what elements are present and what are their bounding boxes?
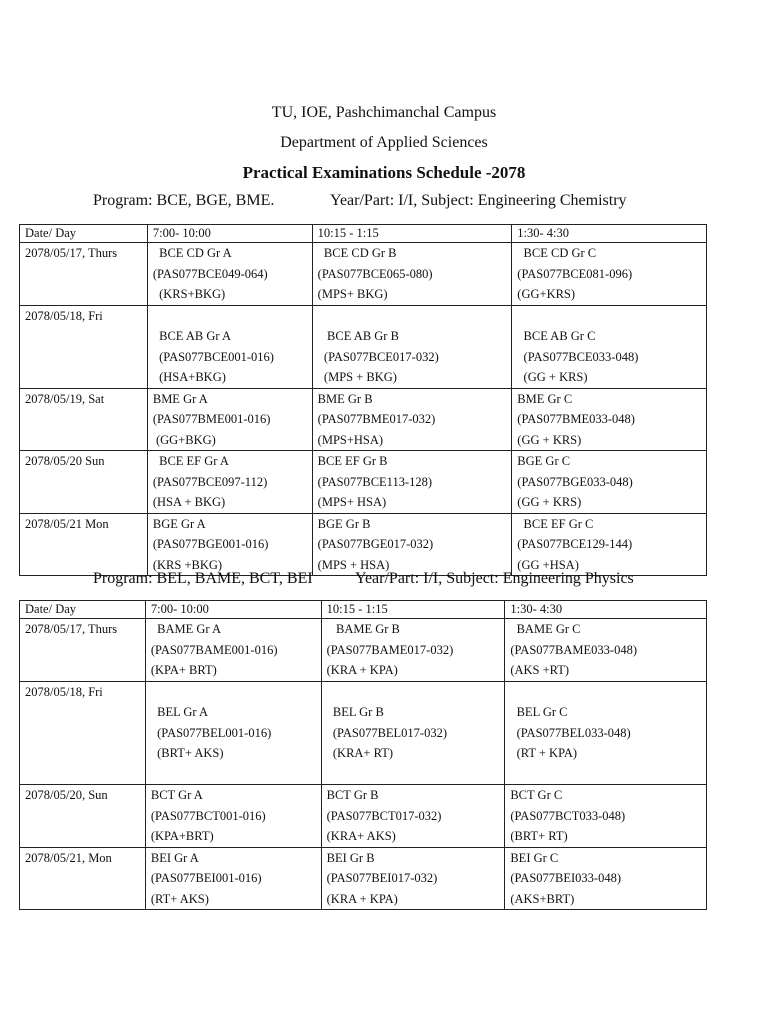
campus-heading: TU, IOE, Pashchimanchal Campus: [271, 104, 497, 121]
slot-line: (GG+BKG): [152, 432, 216, 447]
slot-cell: [321, 681, 505, 785]
slot-line: (KRA + KPA): [326, 891, 398, 906]
column-header: 10:15 - 1:15: [312, 225, 512, 243]
slot-line: (MPS + BKG): [317, 370, 397, 384]
date-label: 2078/05/17, Thurs: [25, 622, 118, 636]
slot-line: (GG +HSA): [517, 557, 579, 572]
slot-line: BME Gr C: [517, 391, 573, 406]
table-row: [20, 785, 707, 848]
slot-cell: [147, 388, 312, 451]
schedule-title: Practical Examinations Schedule -2078: [242, 163, 526, 182]
section2-program: Program: BEL, BAME, BCT, BEI: [93, 570, 313, 587]
slot-line: BCE CD Gr A: [152, 246, 232, 260]
slot-line: BEL Gr B: [326, 705, 384, 719]
slot-cell: [147, 513, 312, 576]
slot-line: (PAS077BEL001-016): [150, 725, 272, 740]
date-label: 2078/05/20, Sun: [25, 788, 108, 802]
slot-line: BCE AB Gr C: [517, 329, 596, 343]
slot-line: (PAS077BCE017-032): [317, 349, 439, 364]
slot-line: (PAS077BCE129-144): [517, 537, 633, 551]
slot-line: BEI Gr B: [326, 850, 375, 865]
slot-cell: [505, 785, 707, 848]
table-header-row: [20, 225, 707, 243]
slot-cell: [312, 451, 512, 514]
slot-line: BEI Gr C: [510, 850, 559, 865]
slot-cell: [312, 513, 512, 576]
slot-line: BME Gr B: [317, 391, 373, 406]
slot-line: BCE EF Gr A: [152, 454, 229, 468]
slot-line: BEL Gr A: [150, 705, 209, 719]
slot-line: (PAS077BAME017-032): [326, 642, 454, 657]
date-cell: [20, 451, 148, 514]
slot-line: BCT Gr B: [326, 788, 379, 802]
date-cell: [20, 619, 146, 682]
slot-cell: [312, 388, 512, 451]
slot-line: (PAS077BCE065-080): [317, 266, 433, 281]
slot-cell: [147, 451, 312, 514]
slot-line: (PAS077BCT017-032): [326, 808, 442, 823]
slot-line: [151, 682, 316, 703]
slot-line: (PAS077BCT033-048): [510, 808, 626, 823]
slot-line: BEL Gr C: [510, 705, 568, 719]
slot-line: (HSA + BKG): [152, 495, 226, 509]
column-header: 10:15 - 1:15: [321, 601, 505, 619]
slot-line: BCE EF Gr B: [317, 454, 388, 468]
slot-line: (PAS077BEI017-032): [326, 871, 438, 885]
slot-line: (MPS+ BKG): [317, 287, 388, 301]
slot-line: (RT+ AKS): [150, 891, 209, 906]
slot-cell: [505, 681, 707, 785]
slot-line: (AKS +RT): [510, 663, 570, 677]
date-cell: [20, 785, 146, 848]
date-cell: [20, 388, 148, 451]
slot-line: (PAS077BGE033-048): [517, 474, 633, 489]
date-cell: [20, 681, 146, 785]
column-header: 7:00- 10:00: [145, 601, 321, 619]
slot-line: [318, 306, 507, 327]
slot-cell: [512, 388, 707, 451]
slot-line: (KRS+BKG): [152, 287, 226, 301]
slot-cell: [321, 785, 505, 848]
table-row: [20, 847, 707, 910]
slot-line: BAME Gr A: [150, 622, 222, 636]
slot-line: (PAS077BEL017-032): [326, 725, 448, 740]
slot-cell: [145, 619, 321, 682]
slot-line: BGE Gr C: [517, 454, 571, 468]
date-cell: [20, 243, 148, 306]
slot-line: (RT + KPA): [510, 746, 578, 760]
date-cell: [20, 847, 146, 910]
column-header: 1:30- 4:30: [505, 601, 707, 619]
slot-line: [151, 764, 316, 785]
slot-line: (KPA+ BRT): [150, 663, 217, 677]
slot-line: (KRA + KPA): [326, 663, 398, 677]
slot-line: (PAS077BME001-016): [152, 412, 271, 426]
slot-line: (PAS077BAME033-048): [510, 642, 637, 657]
department-heading: Department of Applied Sciences: [280, 134, 488, 151]
slot-line: [153, 306, 307, 327]
slot-line: BCE AB Gr A: [152, 329, 231, 343]
slot-cell: [512, 451, 707, 514]
slot-line: (PAS077BME033-048): [517, 412, 635, 426]
slot-line: (GG + KRS): [517, 495, 582, 509]
date-label: 2078/05/20 Sun: [25, 454, 105, 468]
slot-line: (KRA+ AKS): [326, 829, 396, 843]
table-row: [20, 305, 707, 388]
section1-subject: Year/Part: I/I, Subject: Engineering Chemistry: [330, 192, 627, 209]
date-cell: [20, 305, 148, 388]
slot-line: BEI Gr A: [150, 850, 199, 865]
table-row: [20, 451, 707, 514]
date-label: 2078/05/18, Fri: [25, 684, 103, 699]
slot-line: (KRA+ RT): [326, 746, 393, 760]
slot-line: (PAS077BCE033-048): [517, 349, 639, 364]
slot-line: (GG+KRS): [517, 287, 576, 301]
slot-line: (PAS077BCE001-016): [152, 349, 274, 364]
slot-cell: [147, 243, 312, 306]
table-row: [20, 243, 707, 306]
slot-cell: [505, 619, 707, 682]
table-row: [20, 388, 707, 451]
table-header-row: [20, 601, 707, 619]
slot-line: [510, 764, 701, 785]
slot-line: (PAS077BEI001-016): [150, 871, 262, 885]
slot-cell: [145, 847, 321, 910]
physics-schedule-table: [19, 600, 707, 910]
slot-cell: [145, 681, 321, 785]
slot-line: (PAS077BME017-032): [317, 412, 436, 426]
slot-line: BCT Gr C: [510, 788, 563, 802]
slot-cell: [512, 243, 707, 306]
slot-line: [510, 682, 701, 703]
slot-cell: [505, 847, 707, 910]
date-label: 2078/05/19, Sat: [25, 391, 105, 406]
column-header: Date/ Day: [20, 225, 148, 243]
slot-line: BAME Gr B: [326, 622, 400, 636]
slot-line: BCE AB Gr B: [317, 329, 399, 343]
slot-cell: [312, 243, 512, 306]
slot-line: (PAS077BGE001-016): [152, 537, 269, 551]
date-label: 2078/05/21 Mon: [25, 516, 109, 531]
slot-cell: [312, 305, 512, 388]
slot-cell: [147, 305, 312, 388]
date-label: 2078/05/18, Fri: [25, 308, 103, 323]
slot-line: BCT Gr A: [150, 788, 203, 802]
slot-line: (BRT+ RT): [510, 829, 568, 843]
slot-line: (PAS077BCE097-112): [152, 474, 268, 489]
physics-schedule-body: [20, 601, 707, 910]
slot-cell: [512, 305, 707, 388]
slot-line: (PAS077BEI033-048): [510, 871, 622, 885]
date-cell: [20, 513, 148, 576]
chemistry-schedule-table: [19, 224, 707, 576]
slot-line: (PAS077BCE049-064): [152, 266, 268, 281]
slot-cell: [145, 785, 321, 848]
slot-line: (GG + KRS): [517, 370, 588, 384]
slot-line: (KRS +BKG): [152, 557, 223, 572]
slot-line: [327, 682, 500, 703]
slot-line: BAME Gr C: [510, 622, 581, 636]
slot-line: BCE EF Gr C: [517, 516, 594, 531]
slot-cell: [321, 619, 505, 682]
slot-line: (GG + KRS): [517, 432, 582, 447]
slot-line: (BRT+ AKS): [150, 746, 224, 760]
slot-line: (PAS077BCE113-128): [317, 474, 433, 489]
slot-cell: [321, 847, 505, 910]
slot-line: [327, 764, 500, 785]
section1-program: Program: BCE, BGE, BME.: [93, 192, 275, 209]
slot-line: BGE Gr A: [152, 516, 206, 531]
table-row: [20, 619, 707, 682]
slot-line: (HSA+BKG): [152, 370, 226, 384]
section2-subject: Year/Part: I/I, Subject: Engineering Physics: [355, 570, 634, 587]
slot-line: (PAS077BGE017-032): [317, 537, 434, 551]
column-header: 7:00- 10:00: [147, 225, 312, 243]
column-header: Date/ Day: [20, 601, 146, 619]
date-label: 2078/05/21, Mon: [25, 850, 112, 865]
slot-line: BCE CD Gr C: [517, 246, 597, 260]
slot-line: BCE CD Gr B: [317, 246, 397, 260]
slot-line: BGE Gr B: [317, 516, 371, 531]
slot-line: (MPS + HSA): [317, 557, 390, 572]
slot-line: (MPS+HSA): [317, 432, 384, 447]
chemistry-schedule-body: [20, 225, 707, 576]
slot-line: (PAS077BCE081-096): [517, 266, 633, 281]
slot-line: (AKS+BRT): [510, 891, 575, 906]
table-row: [20, 681, 707, 785]
slot-line: (PAS077BAME001-016): [150, 642, 278, 657]
slot-line: (KPA+BRT): [150, 829, 214, 843]
slot-line: (PAS077BEL033-048): [510, 725, 631, 740]
slot-line: (PAS077BCT001-016): [150, 808, 266, 823]
slot-cell: [512, 513, 707, 576]
slot-line: [517, 306, 701, 327]
slot-line: BME Gr A: [152, 391, 208, 406]
column-header: 1:30- 4:30: [512, 225, 707, 243]
date-label: 2078/05/17, Thurs: [25, 246, 118, 260]
slot-line: (MPS+ HSA): [317, 495, 387, 509]
table-row: [20, 513, 707, 576]
